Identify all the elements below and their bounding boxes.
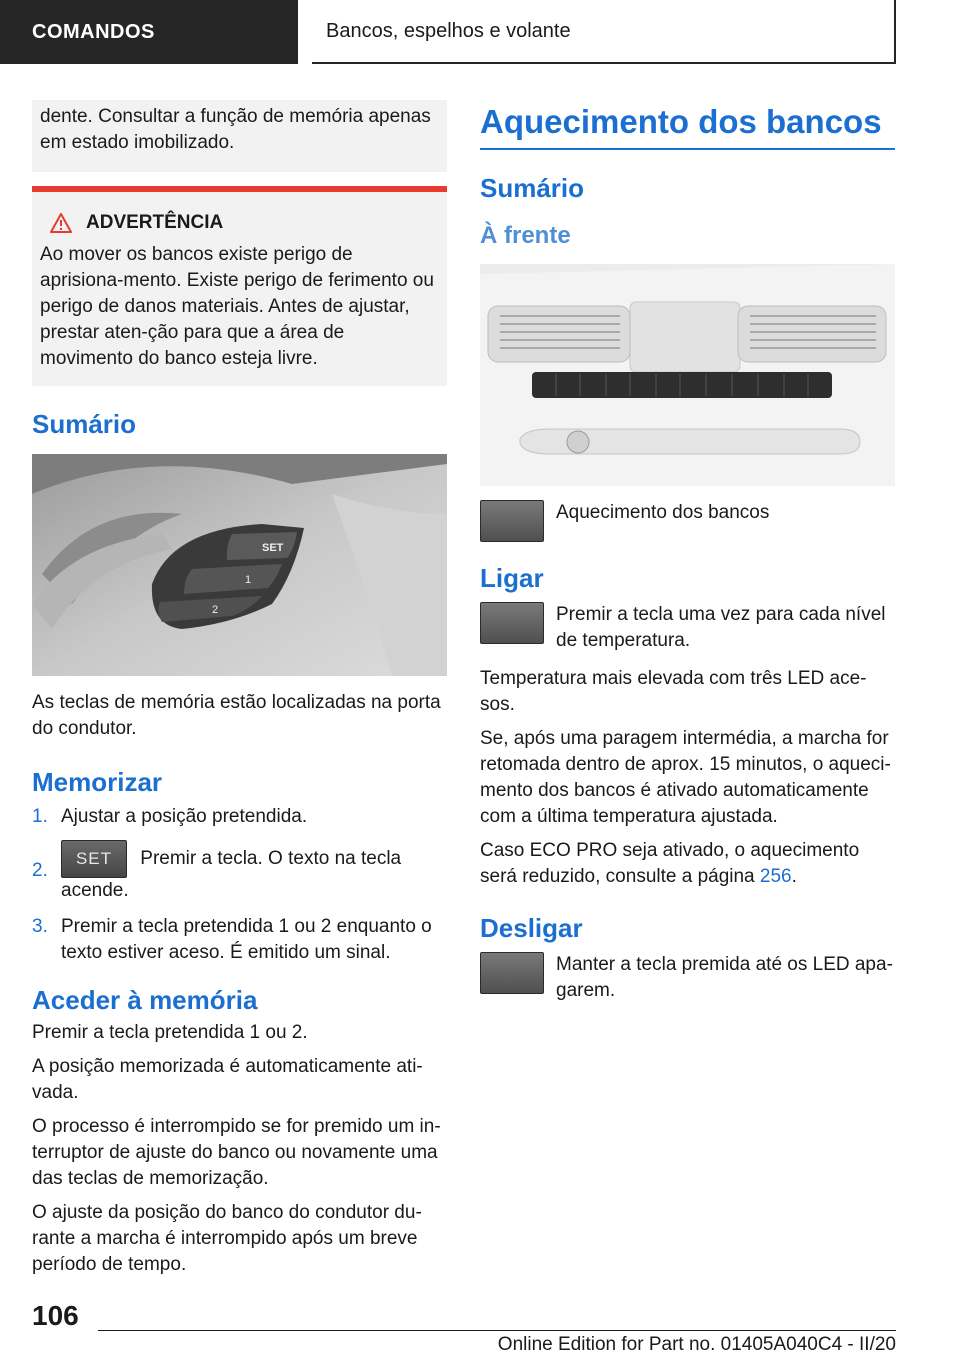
paragraph: O ajuste da posição do banco do condutor du-rante a marcha é interrompido após um breve período de tempo. [32, 1202, 422, 1275]
footer-divider [98, 1330, 896, 1331]
heading-sumario-right: Sumário [480, 173, 585, 203]
photo-label-2: 2 [212, 604, 219, 616]
set-button-icon: SET [61, 840, 127, 878]
icon-row-aquecimento [480, 500, 895, 542]
seat-heating-icon [480, 952, 544, 994]
heading-aceder: Aceder à memória [32, 985, 258, 1015]
icon-row-ligar [480, 602, 895, 654]
photo-label-set: SET [262, 542, 284, 554]
step-text: Premir a tecla pretendida 1 ou 2 enquanto o texto estiver aceso. É emitido um sinal. [61, 916, 432, 963]
seat-heating-icon [480, 500, 544, 542]
paragraph: O processo é interrompido se for premido um in-terruptor de ajuste do banco ou novamente uma das teclas de memorização. [32, 1116, 441, 1189]
photo-caption: As teclas de memória estão localizadas na porta do condutor. [32, 692, 441, 739]
paragraph: A posição memorizada é automaticamente ati-vada. [32, 1056, 423, 1103]
ligar-instruction: Premir a tecla uma vez para cada nível de temperatura. [556, 604, 886, 651]
icon-caption: Aquecimento dos bancos [556, 502, 770, 523]
desligar-instruction: Manter a tecla premida até os LED apa-garem. [556, 954, 893, 1001]
warning-title: ADVERTÊNCIA [86, 212, 224, 233]
paragraph: Temperatura mais elevada com três LED ace-sos. [480, 668, 867, 715]
seat-heating-icon [480, 602, 544, 644]
icon-row-desligar [480, 952, 895, 1004]
right-column [480, 100, 895, 1016]
left-column [32, 100, 447, 1286]
heading-desligar: Desligar [480, 913, 583, 943]
step-3 [32, 914, 447, 966]
heading-frente: À frente [480, 222, 571, 249]
paragraph: Se, após uma paragem intermédia, a marcha for retomada dentro de aprox. 15 minutos, o aqueci-mento dos bancos é ativado automaticamente com a última temperatura ajustada. [480, 728, 891, 827]
step-1 [32, 804, 447, 830]
heading-memorizar: Memorizar [32, 767, 163, 797]
warning-box [32, 186, 447, 386]
memorizar-steps [32, 804, 447, 966]
step-number: 3. [32, 916, 48, 937]
step-text: Ajustar a posição pretendida. [61, 806, 308, 827]
step-text: Premir a tecla. O texto na tecla acende. [61, 848, 402, 901]
warning-triangle-icon [50, 213, 72, 233]
note-box: dente. Consultar a função de memória apenas em estado imobilizado. [32, 100, 447, 172]
step-number: 1. [32, 806, 48, 827]
page-link-256[interactable]: 256 [759, 866, 792, 887]
page-section-title: Aquecimento dos bancos [480, 100, 895, 150]
footer-edition: Online Edition for Part no. 01405A040C4 - II/20 [497, 1334, 896, 1355]
heading-sumario: Sumário [32, 409, 137, 439]
step-number: 2. [32, 860, 48, 881]
step-2 [32, 840, 447, 904]
photo-label-1: 1 [245, 574, 252, 586]
paragraph [480, 838, 895, 890]
memory-buttons-photo [32, 454, 447, 676]
chapter-title: Bancos, espelhos e volante [312, 0, 896, 64]
heading-ligar: Ligar [480, 563, 544, 593]
warning-text: Ao mover os bancos existe perigo de aprisiona-mento. Existe perigo de ferimento ou perigo de danos materiais. Antes de ajustar, prestar aten-ção para que a área de movimento do banco esteja livre. [40, 244, 434, 369]
page-number: 106 [32, 1300, 79, 1331]
paragraph: Premir a tecla pretendida 1 ou 2. [32, 1022, 308, 1043]
eco-pro-text: Caso ECO PRO seja ativado, o aquecimento será reduzido, consulte a página [480, 840, 860, 887]
section-tab: COMANDOS [0, 0, 298, 64]
period: . [791, 866, 797, 887]
center-console-photo [480, 264, 895, 486]
